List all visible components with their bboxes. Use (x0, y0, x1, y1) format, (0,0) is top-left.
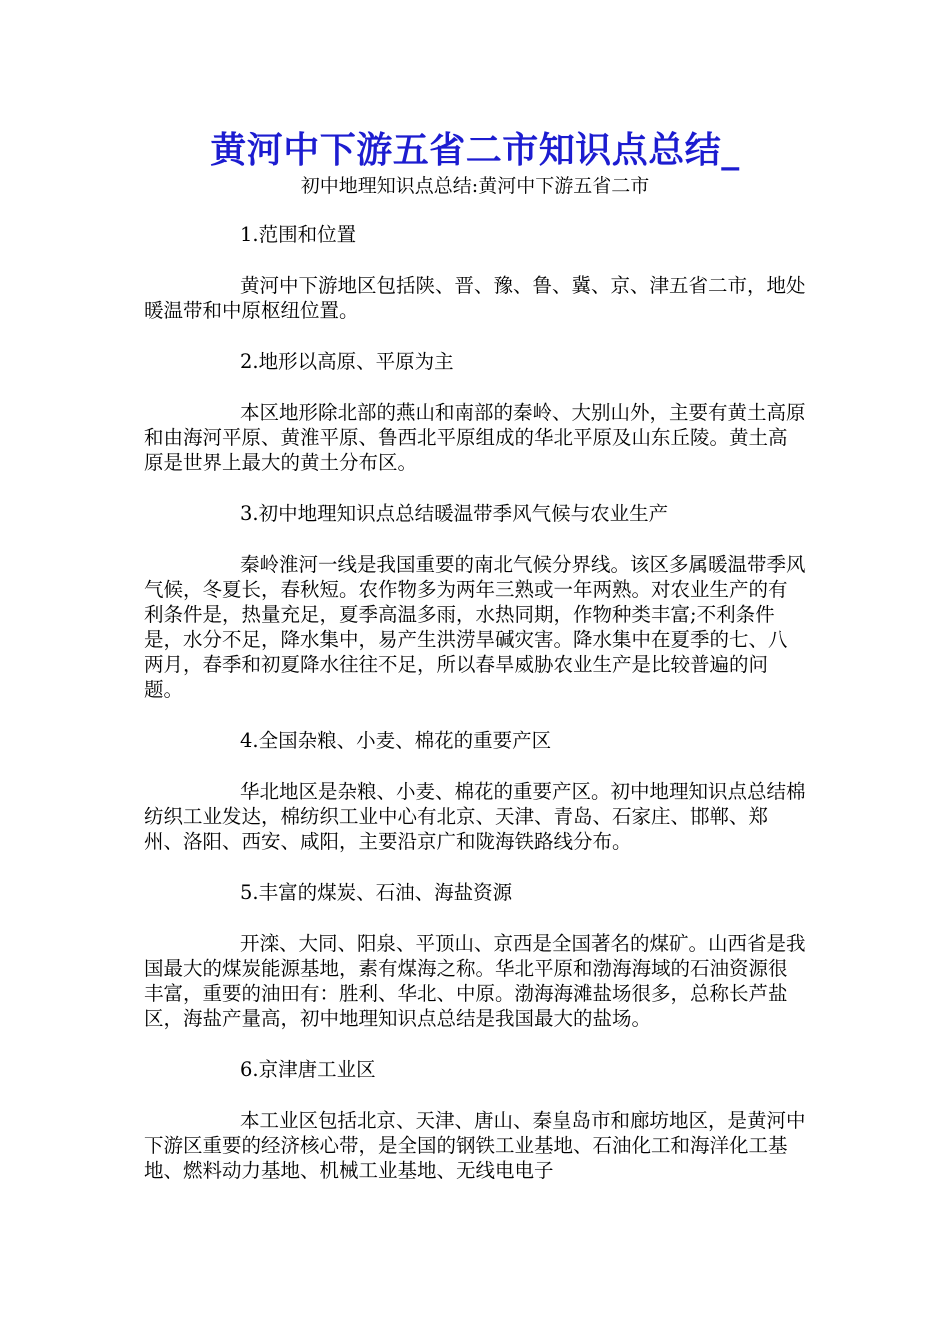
section-paragraph: 开滦、大同、阳泉、平顶山、京西是全国著名的煤矿。山西省是我国最大的煤炭能源基地，素有煤海之称。华北平原和渤海海域的石油资源很丰富，重要的油田有：胜利、华北、中原。渤海海滩盐场很多，总称长芦盐区，海盐产量高，初中地理知识点总结是我国最大的盐场。 (144, 932, 806, 1030)
document-subtitle: 初中地理知识点总结:黄河中下游五省二市 (300, 175, 650, 197)
section-paragraph: 本工业区包括北京、天津、唐山、秦皇岛市和廊坊地区，是黄河中下游区重要的经济核心带，是全国的钢铁工业基地、石油化工和海洋化工基地、燃料动力基地、机械工业基地、无线电电子 (144, 1109, 806, 1182)
section-heading: 1.范围和位置 (240, 223, 357, 246)
section-heading: 4.全国杂粮、小麦、棉花的重要产区 (240, 729, 552, 752)
section-paragraph: 黄河中下游地区包括陕、晋、豫、鲁、冀、京、津五省二市，地处暖温带和中原枢纽位置。 (144, 274, 806, 322)
section-heading: 6.京津唐工业区 (240, 1058, 376, 1081)
document-body (144, 222, 806, 1183)
section-heading: 5.丰富的煤炭、石油、海盐资源 (240, 881, 513, 904)
section-heading: 3.初中地理知识点总结暖温带季风气候与农业生产 (240, 502, 669, 525)
section-paragraph: 秦岭淮河一线是我国重要的南北气候分界线。该区多属暖温带季风气候，冬夏长，春秋短。农作物多为两年三熟或一年两熟。对农业生产的有利条件是，热量充足，夏季高温多雨，水热同期，作物种类丰富;不利条件是，水分不足，降水集中，易产生洪涝旱碱灾害。降水集中在夏季的七、八两月，春季和初夏降水往往不足，所以春旱威胁农业生产是比较普遍的问题。 (144, 553, 806, 701)
section-paragraph: 本区地形除北部的燕山和南部的秦岭、大别山外，主要有黄土高原和由海河平原、黄淮平原、鲁西北平原组成的华北平原及山东丘陵。黄土高原是世界上最大的黄土分布区。 (144, 401, 806, 474)
section-heading: 2.地形以高原、平原为主 (240, 350, 454, 373)
document-title: 黄河中下游五省二市知识点总结_ (210, 130, 740, 171)
section-paragraph: 华北地区是杂粮、小麦、棉花的重要产区。初中地理知识点总结棉纺织工业发达，棉纺织工业中心有北京、天津、青岛、石家庄、邯郸、郑州、洛阳、西安、咸阳，主要沿京广和陇海铁路线分布。 (144, 780, 806, 853)
